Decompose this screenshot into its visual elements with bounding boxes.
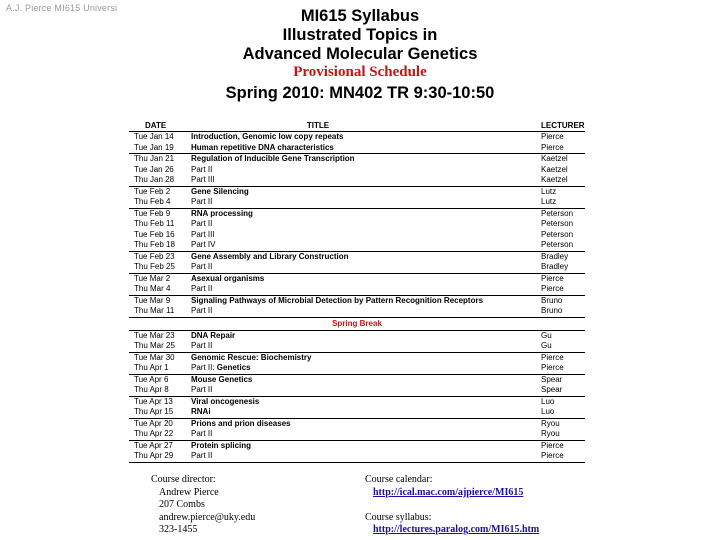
row-date: Thu Mar 11 bbox=[134, 306, 175, 315]
table-row bbox=[129, 284, 585, 295]
row-title bbox=[191, 230, 535, 241]
row-title bbox=[191, 407, 535, 418]
row-lecturer: Pierce bbox=[541, 363, 564, 372]
row-lecturer: Spear bbox=[541, 385, 563, 394]
row-date: Thu Jan 28 bbox=[134, 175, 175, 184]
column-header-date: DATE bbox=[145, 121, 167, 130]
row-title-text: Signaling Pathways of Microbial Detection by Pattern Recognition Receptors bbox=[191, 295, 484, 305]
row-title bbox=[191, 397, 535, 408]
schedule-topic-group bbox=[129, 187, 585, 209]
row-lecturer: Pierce bbox=[541, 273, 564, 283]
table-row bbox=[129, 397, 585, 408]
row-date: Thu Feb 11 bbox=[134, 219, 175, 228]
row-date: Tue Mar 23 bbox=[134, 330, 175, 340]
schedule-body bbox=[129, 132, 585, 463]
row-date: Thu Feb 18 bbox=[134, 240, 175, 249]
row-title bbox=[191, 353, 535, 364]
row-lecturer: Pierce bbox=[541, 440, 564, 450]
row-lecturer: Luo bbox=[541, 396, 555, 406]
row-title-text: Part IV bbox=[191, 240, 216, 249]
row-title-text: Gene Silencing bbox=[191, 186, 249, 196]
row-title bbox=[191, 363, 535, 374]
row-date: Tue Feb 2 bbox=[134, 186, 171, 196]
row-title-text: Part II bbox=[191, 164, 213, 174]
schedule-topic-group bbox=[129, 209, 585, 252]
table-row bbox=[129, 375, 585, 386]
row-title-text: Gene Assembly and Library Construction bbox=[191, 251, 349, 261]
table-row bbox=[129, 154, 585, 165]
table-row bbox=[129, 274, 585, 285]
row-title-text: Protein splicing bbox=[191, 440, 252, 450]
table-row bbox=[129, 419, 585, 430]
row-date: Tue Feb 23 bbox=[134, 251, 175, 261]
row-title-text: Asexual organisms bbox=[191, 273, 265, 283]
schedule-topic-group bbox=[129, 441, 585, 463]
schedule-topic-group bbox=[129, 419, 585, 441]
row-title-text: Introduction, Genomic low copy repeats bbox=[191, 132, 344, 141]
row-title bbox=[191, 385, 535, 396]
director-office: 207 Combs bbox=[159, 499, 205, 510]
row-date: Tue Mar 9 bbox=[134, 295, 171, 305]
row-title-text: Mouse Genetics bbox=[191, 374, 253, 384]
row-lecturer: Gu bbox=[541, 330, 552, 340]
row-lecturer: Bradley bbox=[541, 262, 569, 271]
table-row bbox=[129, 385, 585, 396]
table-row bbox=[129, 441, 585, 452]
row-date: Tue Jan 19 bbox=[134, 142, 174, 152]
row-title bbox=[191, 143, 535, 154]
table-row bbox=[129, 451, 585, 462]
course-subtitle-2: Advanced Molecular Genetics bbox=[242, 45, 478, 63]
row-lecturer: Pierce bbox=[541, 142, 564, 152]
row-title-text: Part III bbox=[191, 229, 215, 239]
row-lecturer: Peterson bbox=[541, 219, 574, 228]
row-date: Thu Feb 25 bbox=[134, 262, 175, 271]
table-row bbox=[129, 209, 585, 220]
row-date: Tue Apr 13 bbox=[134, 396, 173, 406]
row-title-text: RNA processing bbox=[191, 208, 253, 218]
row-date: Thu Apr 15 bbox=[134, 407, 174, 416]
table-row bbox=[129, 306, 585, 317]
provisional-label: Provisional Schedule bbox=[293, 64, 427, 80]
row-lecturer: Ryou bbox=[541, 429, 560, 438]
row-title bbox=[191, 262, 535, 273]
row-title-text: Genomic Rescue: Biochemistry bbox=[191, 352, 312, 362]
row-title bbox=[191, 331, 535, 342]
row-lecturer: Lutz bbox=[541, 186, 557, 196]
row-lecturer: Lutz bbox=[541, 197, 557, 206]
row-title-text: Part II bbox=[191, 306, 213, 315]
row-title bbox=[191, 187, 535, 198]
row-date: Thu Apr 1 bbox=[134, 363, 169, 372]
row-date: Thu Apr 29 bbox=[134, 451, 174, 460]
row-title-text: DNA Repair bbox=[191, 330, 236, 340]
row-title bbox=[191, 296, 535, 307]
row-title-text: Part II bbox=[191, 385, 213, 394]
calendar-label: Course calendar: bbox=[365, 474, 433, 485]
schedule-header-row bbox=[129, 121, 585, 132]
row-lecturer: Kaetzel bbox=[541, 164, 568, 174]
row-title bbox=[191, 341, 535, 352]
schedule-topic-group bbox=[129, 397, 585, 419]
row-title bbox=[191, 197, 535, 208]
row-title-text: Part II bbox=[191, 451, 213, 460]
table-row bbox=[129, 429, 585, 440]
table-row bbox=[129, 143, 585, 154]
table-row bbox=[129, 175, 585, 186]
row-title bbox=[191, 419, 535, 430]
table-row bbox=[129, 341, 585, 352]
row-title-text: Viral oncogenesis bbox=[191, 396, 260, 406]
row-title bbox=[191, 132, 535, 143]
row-date: Thu Mar 4 bbox=[134, 284, 171, 293]
table-row bbox=[129, 353, 585, 364]
course-title: MI615 Syllabus bbox=[300, 7, 420, 25]
row-title-text: Human repetitive DNA characteristics bbox=[191, 142, 334, 152]
schedule-table bbox=[129, 121, 585, 463]
row-title bbox=[191, 274, 535, 285]
row-title-text: Part II bbox=[191, 429, 213, 438]
row-date: Thu Mar 25 bbox=[134, 341, 175, 350]
spring-break-row: Spring Break bbox=[129, 318, 585, 331]
row-lecturer: Ryou bbox=[541, 418, 560, 428]
row-title-text: RNAi bbox=[191, 407, 211, 416]
row-lecturer: Peterson bbox=[541, 208, 574, 218]
row-lecturer: Spear bbox=[541, 374, 563, 384]
table-row bbox=[129, 219, 585, 230]
schedule-topic-group bbox=[129, 274, 585, 296]
director-email: andrew.pierce@uky.edu bbox=[159, 511, 256, 523]
row-date: Tue Mar 30 bbox=[134, 352, 175, 362]
row-lecturer: Luo bbox=[541, 407, 555, 416]
syllabus-link[interactable]: http://lectures.paralog.com/MI615.htm bbox=[373, 524, 540, 535]
row-date: Tue Apr 6 bbox=[134, 374, 169, 384]
schedule-topic-group bbox=[129, 132, 585, 154]
table-row bbox=[129, 407, 585, 418]
term-info: Spring 2010: MN402 TR 9:30-10:50 bbox=[225, 84, 495, 102]
table-row bbox=[129, 165, 585, 176]
row-title bbox=[191, 284, 535, 295]
row-lecturer: Kaetzel bbox=[541, 154, 568, 163]
table-row bbox=[129, 240, 585, 251]
row-date: Tue Feb 9 bbox=[134, 208, 171, 218]
course-links-block bbox=[365, 474, 539, 537]
syllabus-header bbox=[0, 7, 720, 104]
row-date: Tue Feb 16 bbox=[134, 229, 175, 239]
row-lecturer: Bruno bbox=[541, 306, 563, 315]
table-row bbox=[129, 132, 585, 143]
table-row bbox=[129, 331, 585, 342]
column-header-title: TITLE bbox=[306, 121, 330, 130]
row-title bbox=[191, 219, 535, 230]
row-title bbox=[191, 375, 535, 386]
row-title bbox=[191, 165, 535, 176]
schedule-topic-group bbox=[129, 375, 585, 397]
table-row bbox=[129, 296, 585, 307]
watermark: A.J. Pierce MI615 Universi bbox=[6, 3, 118, 13]
row-title-text: Regulation of Inducible Gene Transcription bbox=[191, 154, 355, 163]
row-title-text: Part III bbox=[191, 175, 215, 184]
row-title-text: Genetics bbox=[216, 363, 251, 372]
table-row bbox=[129, 197, 585, 208]
row-title bbox=[191, 240, 535, 251]
row-title bbox=[191, 441, 535, 452]
row-lecturer: Peterson bbox=[541, 229, 574, 239]
table-row bbox=[129, 262, 585, 273]
row-title-text: Part II bbox=[191, 262, 213, 271]
row-lecturer: Pierce bbox=[541, 352, 564, 362]
row-date: Tue Apr 27 bbox=[134, 440, 173, 450]
schedule-topic-group bbox=[129, 252, 585, 274]
row-date: Tue Jan 14 bbox=[134, 132, 174, 141]
row-lecturer: Bradley bbox=[541, 251, 569, 261]
director-name: Andrew Pierce bbox=[159, 486, 219, 498]
row-title bbox=[191, 175, 535, 186]
row-lecturer: Pierce bbox=[541, 451, 564, 460]
row-lecturer: Gu bbox=[541, 341, 552, 350]
schedule-topic-group bbox=[129, 296, 585, 318]
table-row bbox=[129, 230, 585, 241]
row-lecturer: Kaetzel bbox=[541, 175, 568, 184]
row-title-text: Part II bbox=[191, 197, 213, 206]
row-date: Thu Jan 21 bbox=[134, 154, 175, 163]
row-date: Thu Apr 22 bbox=[134, 429, 174, 438]
row-title bbox=[191, 451, 535, 462]
row-title-text: Prions and prion diseases bbox=[191, 418, 291, 428]
table-row bbox=[129, 252, 585, 263]
row-title bbox=[191, 306, 535, 317]
director-phone: 323-1455 bbox=[159, 524, 198, 535]
row-lecturer: Bruno bbox=[541, 295, 563, 305]
row-title bbox=[191, 252, 535, 263]
row-title-text: Part II bbox=[191, 341, 213, 350]
row-title-prefix: Part II: bbox=[191, 363, 217, 372]
schedule-topic-group bbox=[129, 154, 585, 187]
schedule-topic-group bbox=[129, 331, 585, 353]
column-header-lecturer: LECTURER bbox=[541, 121, 585, 130]
row-date: Thu Feb 4 bbox=[134, 197, 171, 206]
row-title bbox=[191, 209, 535, 220]
row-date: Tue Apr 20 bbox=[134, 418, 173, 428]
director-label: Course director: bbox=[151, 474, 216, 485]
row-title-text: Part II bbox=[191, 219, 213, 228]
course-subtitle-1: Illustrated Topics in bbox=[282, 26, 438, 44]
row-date: Tue Mar 2 bbox=[134, 273, 171, 283]
row-lecturer: Pierce bbox=[541, 284, 564, 293]
row-title bbox=[191, 154, 535, 165]
calendar-link[interactable]: http://ical.mac.com/ajpierce/MI615 bbox=[373, 486, 524, 498]
table-row bbox=[129, 187, 585, 198]
row-date: Thu Apr 8 bbox=[134, 385, 169, 394]
row-date: Tue Jan 26 bbox=[134, 164, 174, 174]
row-lecturer: Peterson bbox=[541, 240, 574, 249]
table-row bbox=[129, 363, 585, 374]
schedule-topic-group bbox=[129, 353, 585, 375]
row-lecturer: Pierce bbox=[541, 132, 564, 141]
row-title bbox=[191, 429, 535, 440]
row-title-text: Part II bbox=[191, 284, 213, 293]
syllabus-label: Course syllabus: bbox=[365, 511, 432, 523]
course-director-block bbox=[151, 474, 255, 537]
